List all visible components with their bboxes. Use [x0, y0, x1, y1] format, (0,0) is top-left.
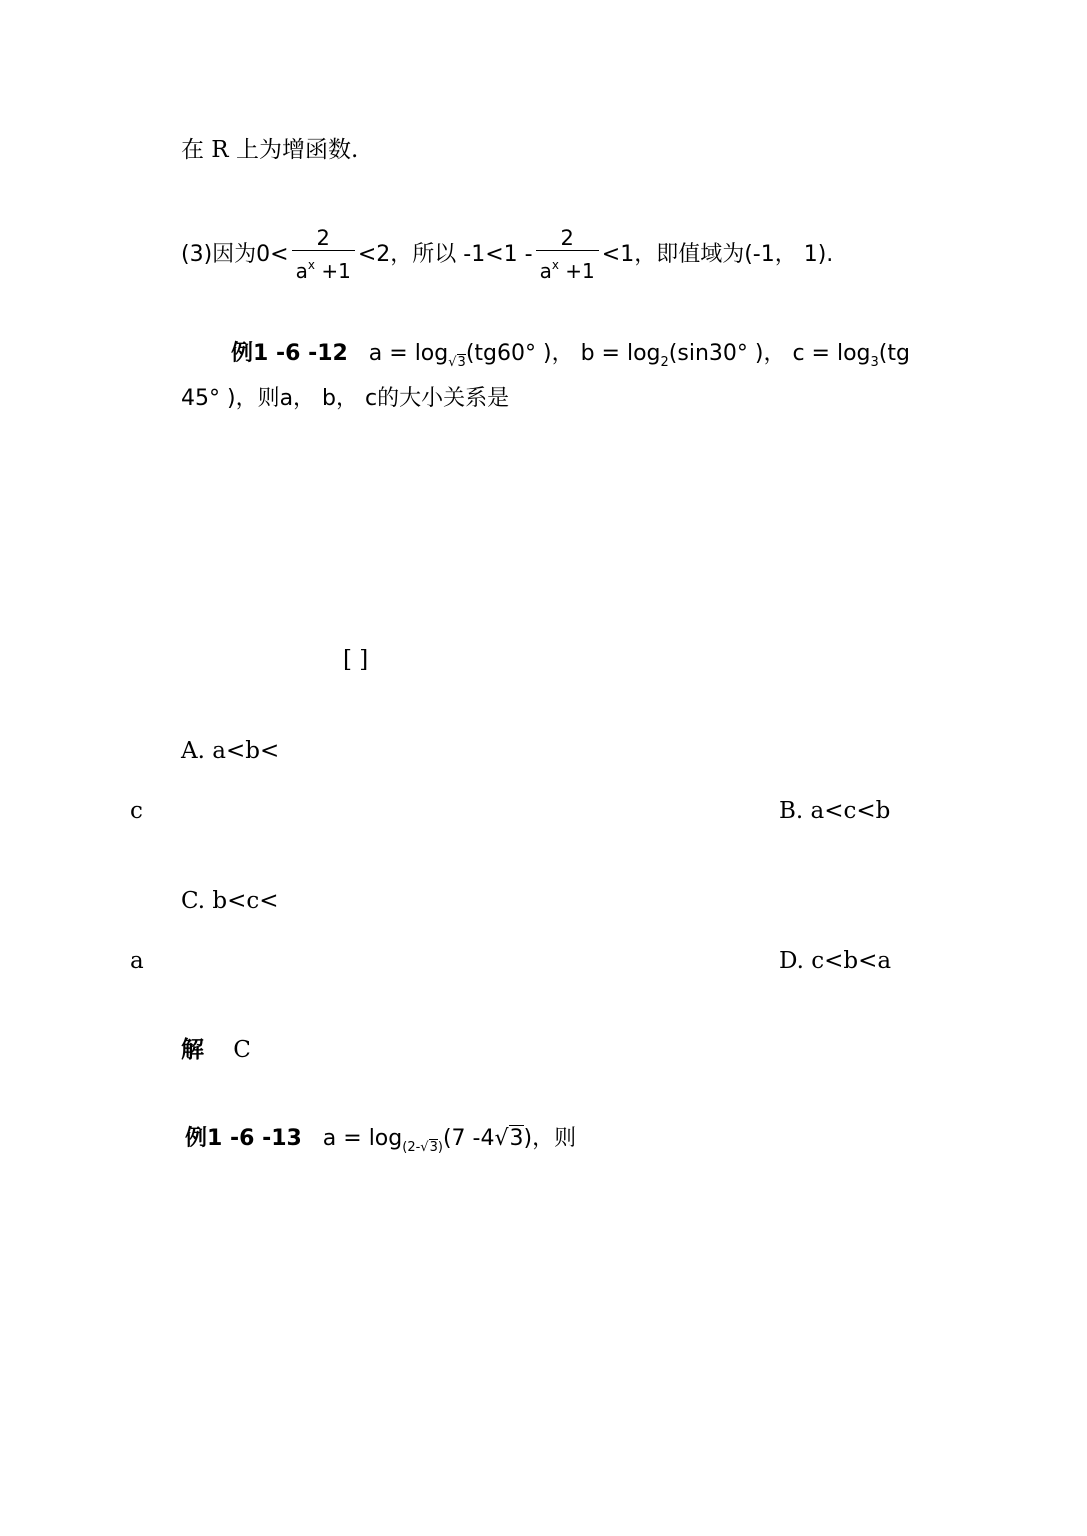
fraction-2-plus-one: +1 — [558, 259, 595, 283]
log-base-radicand: 3 — [429, 1140, 438, 1155]
a-log-argument: (tg60° )， — [465, 341, 574, 366]
a-log-prefix: a = log — [368, 341, 449, 366]
option-d: D. c<b<a — [779, 948, 892, 974]
solution-label: 解 — [181, 1036, 204, 1063]
fraction-1-exponent: x — [307, 258, 315, 272]
option-a-continuation: c — [130, 798, 143, 824]
fraction-1-plus-one: +1 — [314, 259, 351, 283]
example-12-label: 例1 -6 -12 — [231, 341, 348, 366]
fraction-1-base: a — [295, 259, 308, 283]
c-log-prefix: c = log — [792, 341, 871, 366]
range-text-part-1: (3)因为0< — [181, 242, 289, 267]
option-c-continuation: a — [130, 948, 144, 974]
example-12-line-2: 45° )，则a， b， c的大小关系是 — [181, 386, 510, 411]
solution-answer: C — [233, 1037, 251, 1063]
fraction-2 — [536, 226, 599, 284]
example-12-c-def — [792, 341, 910, 370]
log-argument-radicand: 3 — [509, 1126, 524, 1151]
fraction-1 — [292, 226, 355, 284]
fraction-2-denominator — [536, 250, 599, 284]
range-derivation-line — [181, 226, 833, 284]
text-line-increasing-function: 在 R 上为增函数. — [181, 137, 359, 163]
example-13-log-prefix: a = log — [322, 1126, 403, 1151]
answer-bracket: [ ] — [343, 647, 369, 673]
log-base-close: ) — [437, 1140, 443, 1155]
option-c: C. b<c< — [181, 888, 279, 914]
a-log-base-sqrt: √ — [448, 355, 457, 370]
log-base-sqrt-symbol: √ — [420, 1140, 429, 1155]
fraction-2-exponent: x — [551, 258, 559, 272]
example-12-a-def — [368, 341, 574, 370]
log-argument-close: )，则 — [523, 1126, 577, 1151]
option-b: B. a<c<b — [779, 798, 891, 824]
fraction-1-numerator: 2 — [316, 226, 330, 250]
example-12-line-1 — [231, 339, 910, 378]
fraction-2-numerator: 2 — [560, 226, 574, 250]
option-a: A. a<b< — [181, 738, 280, 764]
fraction-2-base: a — [539, 259, 552, 283]
log-argument-open: (7 -4 — [442, 1126, 495, 1151]
range-text-part-3: <1，即值域为(-1， 1). — [601, 242, 834, 267]
solution-line — [181, 1035, 251, 1065]
example-13-label: 例1 -6 -13 — [185, 1126, 302, 1151]
b-log-prefix: b = log — [580, 341, 661, 366]
b-log-base: 2 — [660, 355, 669, 370]
a-log-base — [448, 354, 466, 370]
c-log-argument: (tg — [878, 341, 910, 366]
range-text-part-2: <2，所以 -1<1 - — [357, 242, 533, 267]
c-log-base: 3 — [870, 355, 879, 370]
example-12-b-def — [580, 341, 786, 370]
example-13-log-base — [402, 1139, 443, 1155]
log-base-open: (2- — [402, 1140, 421, 1155]
fraction-1-denominator — [292, 250, 355, 284]
b-log-argument: (sin30° )， — [668, 341, 786, 366]
log-argument-sqrt-symbol: √ — [494, 1126, 509, 1151]
example-13-line — [185, 1124, 576, 1163]
a-log-base-radicand: 3 — [457, 355, 466, 370]
